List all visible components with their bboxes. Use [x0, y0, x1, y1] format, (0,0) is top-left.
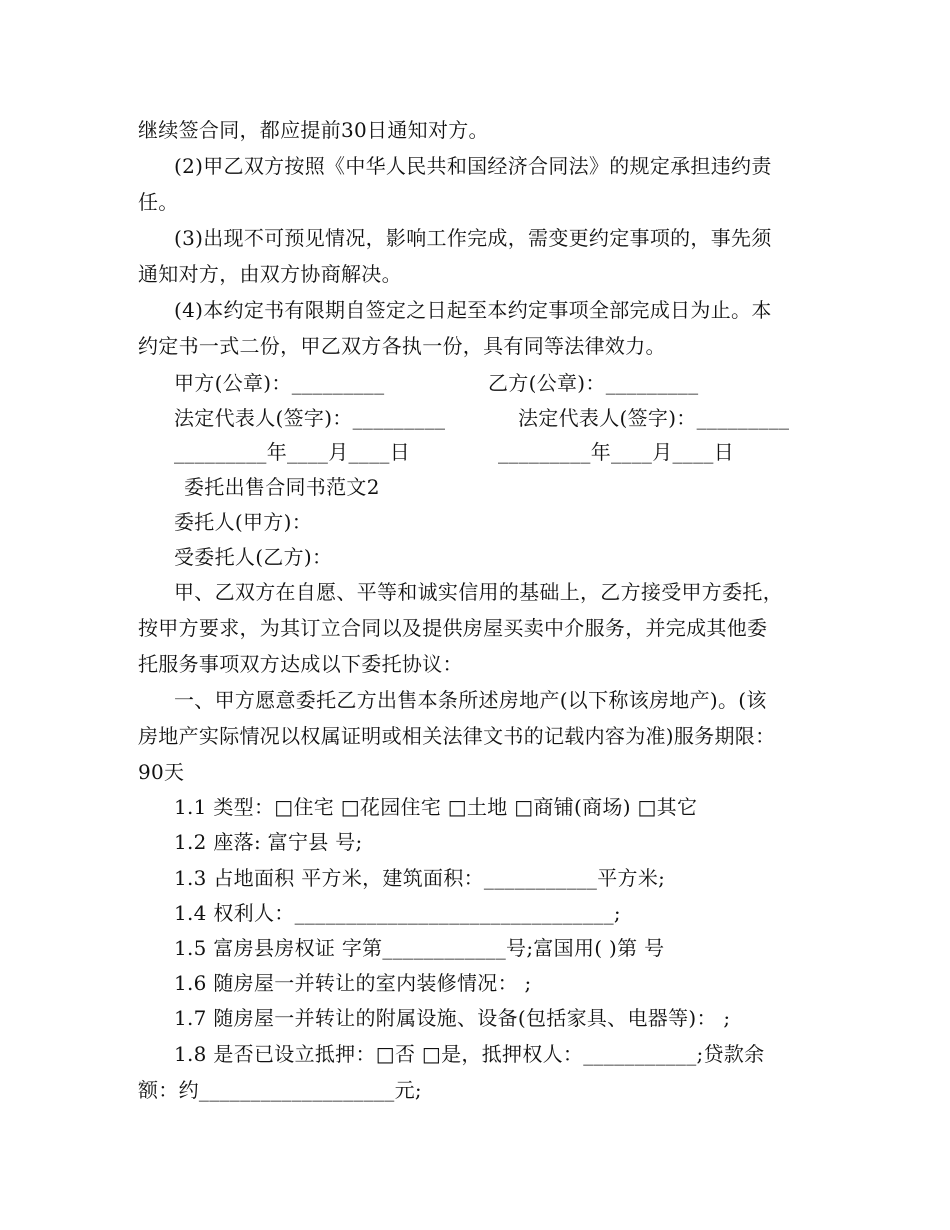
party-b-representative: 法定代表人(签字)：_________	[518, 406, 790, 430]
party-b-seal: 乙方(公章)：_________	[488, 371, 699, 395]
item-1-2: 1.2 座落: 富宁县 号;	[174, 830, 363, 854]
principal-line: 委托人(甲方)：	[174, 510, 313, 534]
clause-3-line: (3)出现不可预见情况，影响工作完成，需变更约定事项的，事先须	[174, 226, 772, 250]
item-1-8-continued: 额：约___________________元;	[138, 1078, 422, 1102]
intro-line: 按甲方要求，为其订立合同以及提供房屋买卖中介服务，并完成其他委	[138, 616, 768, 640]
clause-4-line: (4)本约定书有限期自签定之日起至本约定事项全部完成日为止。本	[174, 298, 772, 322]
clause-1-line: 90天	[138, 760, 185, 784]
party-a-representative: 法定代表人(签字)：_________	[174, 406, 446, 430]
item-1-8: 1.8 是否已设立抵押：□否 □是，抵押权人：___________;贷款余	[174, 1042, 765, 1066]
party-a-date: _________年____月____日	[174, 440, 410, 464]
agent-line: 受委托人(乙方)：	[174, 545, 333, 569]
item-1-6: 1.6 随房屋一并转让的室内装修情况： ;	[174, 971, 532, 995]
section-title: 委托出售合同书范文2	[184, 475, 380, 499]
paragraph-line: 继续签合同，都应提前30日通知对方。	[138, 118, 489, 142]
clause-2-line: (2)甲乙双方按照《中华人民共和国经济合同法》的规定承担违约责	[174, 154, 772, 178]
intro-line: 托服务事项双方达成以下委托协议：	[138, 652, 463, 676]
clause-1-line: 房地产实际情况以权属证明或相关法律文书的记载内容为准)服务期限：	[138, 724, 776, 748]
party-b-date: _________年____月____日	[498, 440, 734, 464]
clause-1-line: 一、甲方愿意委托乙方出售本条所述房地产(以下称该房地产)。(该	[174, 688, 767, 712]
item-1-3: 1.3 占地面积 平方米，建筑面积：___________平方米;	[174, 866, 666, 890]
party-a-seal: 甲方(公章)：_________	[174, 371, 385, 395]
clause-2-line: 任。	[138, 190, 179, 214]
intro-line: 甲、乙双方在自愿、平等和诚实信用的基础上，乙方接受甲方委托，	[174, 580, 783, 604]
clause-4-line: 约定书一式二份，甲乙双方各执一份，具有同等法律效力。	[138, 334, 666, 358]
item-1-1: 1.1 类型：□住宅 □花园住宅 □土地 □商铺(商场) □其它	[174, 795, 698, 819]
clause-3-line: 通知对方，由双方协商解决。	[138, 262, 402, 286]
item-1-7: 1.7 随房屋一并转让的附属设施、设备(包括家具、电器等)： ;	[174, 1006, 731, 1030]
item-1-5: 1.5 富房县房权证 字第____________号;富国用( )第 号	[174, 936, 665, 960]
item-1-4: 1.4 权利人：_______________________________;	[174, 901, 621, 925]
